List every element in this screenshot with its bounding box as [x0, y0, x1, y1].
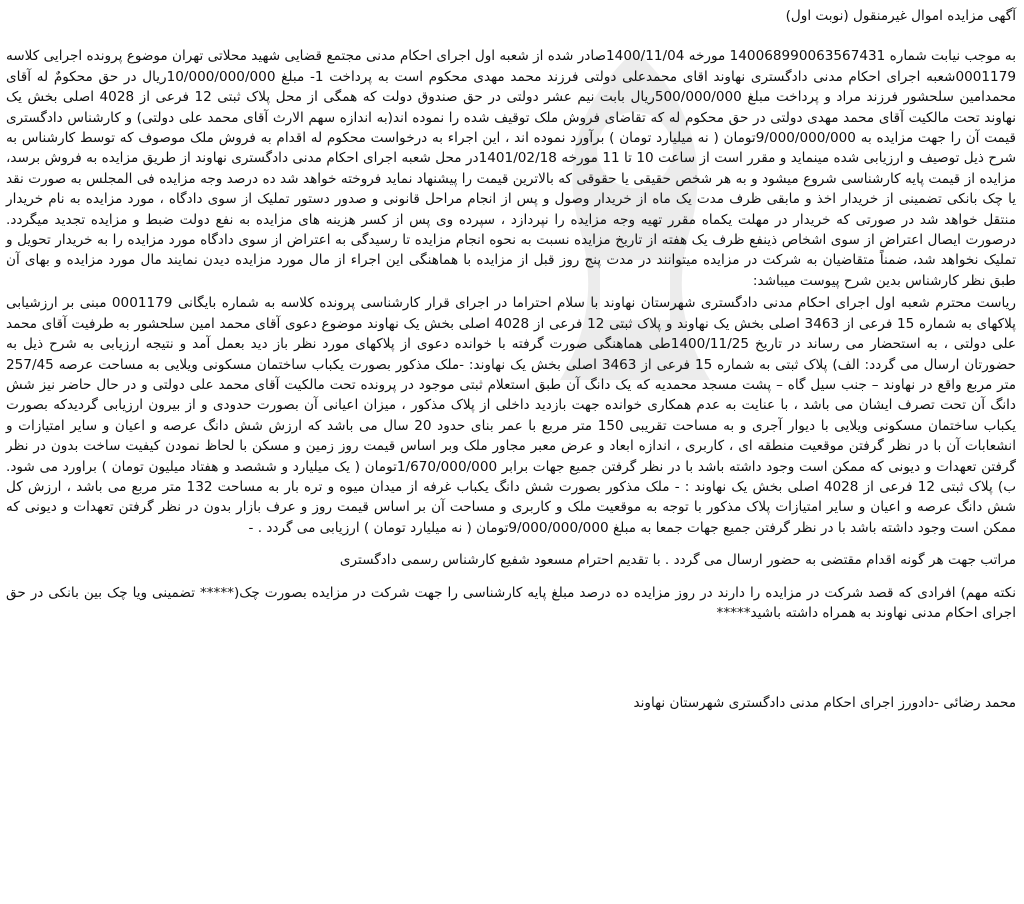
signature-line: محمد رضائی -دادورز اجرای احکام مدنی دادگستری شهرستان نهاوند: [633, 695, 1016, 712]
important-note-paragraph: نکته مهم) افرادی که قصد شرکت در مزایده را دارند در روز مزایده ده درصد مبلغ پایه کارشناسی را جهت شرکت در مزایده بصورت چک(***** تضمینی ویا چک بین بانکی در حق اجرای احکام مدنی نهاوند به همراه داشته باشید*****: [6, 584, 1016, 621]
notice-body-paragraph: به موجب نیابت شماره 140068990063567431 مورخه 1400/11/04صادر شده از شعبه اول اجرای احکام مدنی مجتمع قضایی شهید محلاتی تهران موضوع پرونده اجرایی کلاسه 0001179شعبه اجرای احکام مدنی دادگستری نهاوند اقای محمدعلی دولتی فرزند محمد مهدی محکوم است به پرداخت 1- مبلغ 10/000/000/000ریال در حق محکومٌ له آقای محمدامین سلحشور فرزند مراد و پرداخت مبلغ 500/000/000ریال بابت نیم عشر دولتی در حق صندوق دولت که همگی از محل پلاک ثبتی 12 فرعی از 4028 اصلی بخش یک نهاوند تحت مالکیت آقای محمد مهدی دولتی در حق محکوم له که تقاضای فروش ملک توقیف شده را نموده اند(به اندازه سهم الارث آقای محمد علی دولتی) و کارشناس دادگستری قیمت آن را جهت مزایده به 9/000/000/000تومان ( نه میلیارد تومان ) برآورد نموده اند ، این اجراء به درخواست محکوم له اقدام به فروش ملک موصوف که توسط کارشناس به شرح ذیل توصیف و ارزیابی شده مینماید و مقرر است از ساعت 10 تا 11 مورخه 1401/02/18در محل شعبه اجرای احکام مدنی دادگستری نهاوند از طریق مزایده به فروش برسد، مزایده از قیمت پایه کارشناسی شروع میشود و به هر شخص حقیقی یا حقوقی که بالاترین قیمت را پیشنهاد نماید فروخته خواهد شد ده درصد وجه مزایده فی المجلس به صورت نقد یا چک بانکی تضمینی از خریدار اخذ و مابقی ظرف مدت یک ماه از خریدار وصول و پس از انجام مراحل قانونی و صدور دستور تملیک از سوی دادگاه ، مورد مزایده به نام خریدار منتقل خواهد شد در صورتی که خریدار در مهلت یکماه مقرر تهیه وجه مزایده را نپردازد ، سپرده وی پس از کسر هزینه های مزایده به نفع دولت ضبط و مزایده تجدید میگردد. درصورت ایصال اعتراض از سوی اشخاص ذینفع ظرف یک هفته از تاریخ مزایده نسبت به نحوه انجام مزایده تا رسیدگی به اعتراض از سوی دادگاه مورد مزایده را به خریدار تحویل و تملیک نخواهد شد، ضمناً متقاضیان به شرکت در مزایده میتوانند در مدت پنج روز قبل از مزایده با هماهنگی این اجراء از مال مورد مزایده دیدن نمایند مال مورد مزایده و بهای آن طبق نظر کارشناس بدین شرح پیوست میباشد:: [6, 48, 1017, 289]
expert-closing-paragraph: مراتب جهت هر گونه اقدام مقتضی به حضور ارسال می گردد . با تقدیم احترام مسعود شفیع کارشناس رسمی دادگستری: [339, 552, 1016, 569]
auction-notice: [6, 6, 1016, 714]
notice-title: آگهی مزایده اموال غیرمنقول (نوبت اول): [785, 8, 1016, 24]
expert-report-paragraph: ریاست محترم شعبه اول اجرای احکام مدنی دادگستری شهرستان نهاوند با سلام احتراما در اجرای قرار کارشناسی پرونده کلاسه به شماره بایگانی 0001179 مبنی بر ارزشیابی پلاکهای به شماره 15 فرعی از 3463 اصلی بخش یک نهاوند و پلاک ثبتی 12 فرعی از 4028 اصلی بخش یک نهاوند موضوع دعوی آقای محمد امین سلحشور به طرفیت آقای محمد علی دولتی ، به استحضار می رساند در تاریخ 1400/11/25طی هماهنگی صورت گرفته با خوانده دعوی از پلاکهای مورد نظر باز دید بعمل آمد و نتیجه ارزیابی به شرح ذیل به حضورتان ارسال می گردد: الف) پلاک ثبتی به شماره 15 فرعی از 3463 اصلی بخش یک نهاوند: -ملک مذکور بصورت یکباب ساختمان مسکونی ویلایی به مساحت عرصه 257/45 متر مربع واقع در نهاوند – جنب سیل گاه – پشت مسجد محمدیه که یک دانگ آن طبق استعلام ثبتی موجود در پرونده تحت مالکیت آقای محمد علی دولتی و در حال حاضر نیز شش دانگ آن تحت تصرف ایشان می باشد ، با عنایت به عدم همکاری خوانده جهت بازدید داخلی از پلاک مذکور ، میزان اعیانی آن بصورت حدودی و از بیرون ارزیابی گردیدکه بصورت یکباب ساختمان مسکونی ویلایی با دیوار آجری و به مساحت تقریبی 150 متر مربع با عمر بنای حدود 20 سال می باشد که ارزش شش دانگ عرصه و اعیان و سایر امتیازات و انشعابات آن با در نظر گرفتن موقعیت منطقه ای ، کاربری ، اندازه ابعاد و عرض معبر مجاور ملک وبر اساس قیمت روز زمین و مسکن با لحاظ نمودن کیفیت ساخت بدون در نظر گرفتن تعهدات و دیونی که ممکن است وجود داشته باشد با در نظر گرفتن جمیع جهات برابر 1/670/000/000تومان ( یک میلیارد و ششصد و هفتاد میلیون تومان ) براورد می شود. ب) پلاک ثبتی 12 فرعی از 4028 اصلی بخش یک نهاوند : - ملک مذکور بصورت شش دانگ یکباب غرفه از میدان میوه و تره بار به مساحت 132 متر مربع می باشد ، ارزش کل شش دانگ عرصه و اعیان و سایر امتیازات پلاک مذکور با توجه به موقعیت ملک و کاربری و مساحت آن بر اساس قیمت روز و عرف بازار بدون در نظر گرفتن تعهدات و دیونی که ممکن است وجود داشته باشد با در نظر گرفتن جمیع جهات جمعا به مبلغ 9/000/000/000تومان ( نه میلیارد تومان ) ارزیابی می گردد . -: [6, 295, 1017, 536]
